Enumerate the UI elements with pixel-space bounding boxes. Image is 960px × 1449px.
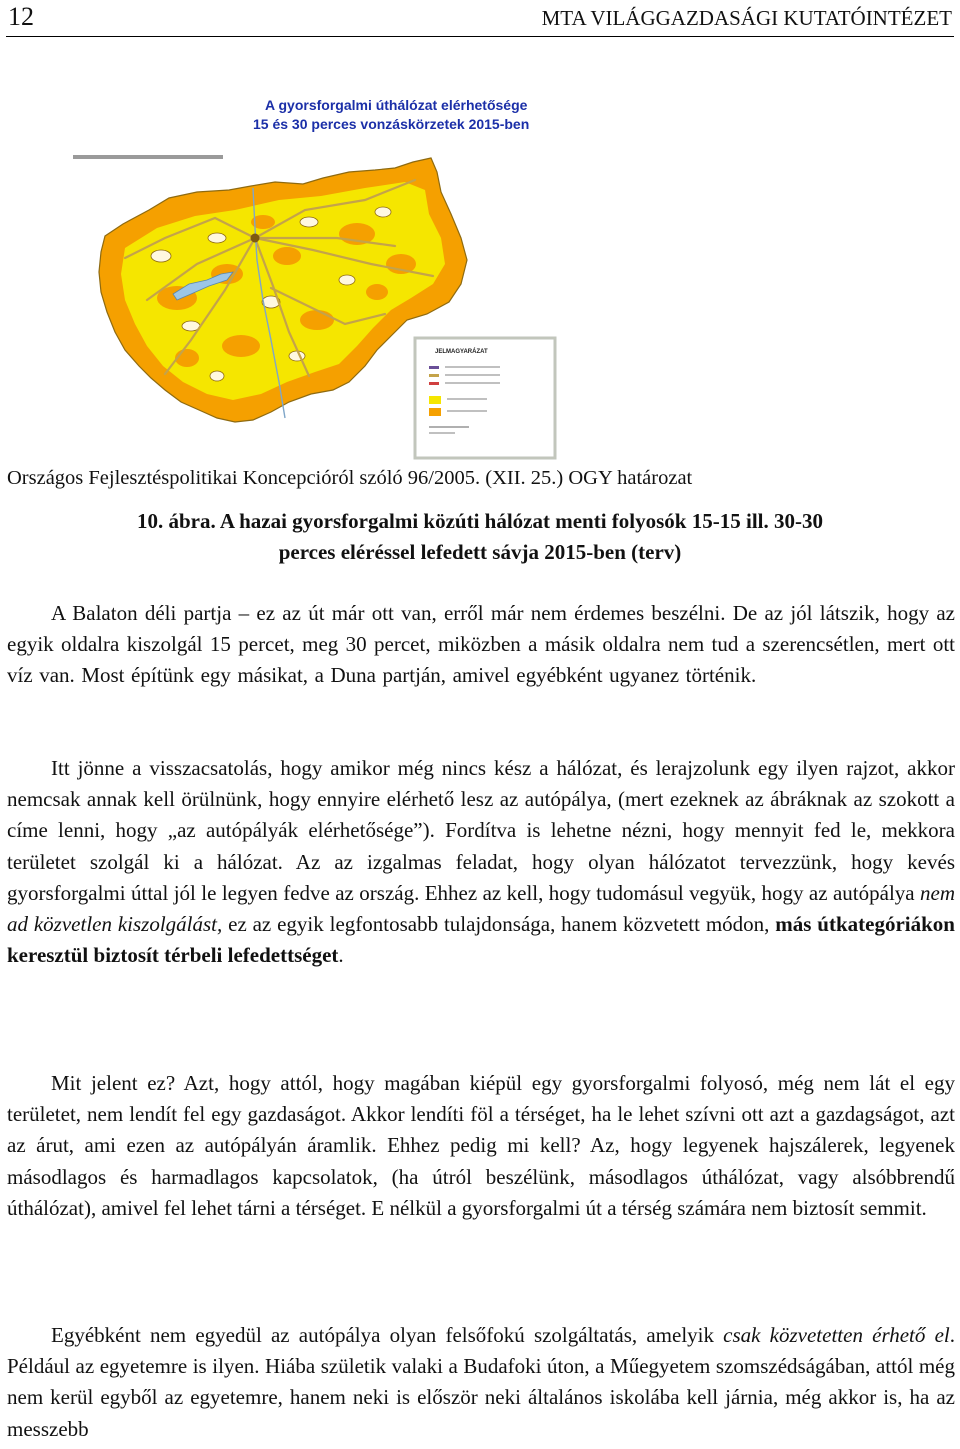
p4-text-1: Egyébként nem egyedül az autópálya olyan felsőfokú szolgáltatás, amelyik bbox=[51, 1323, 724, 1347]
map-legend bbox=[415, 338, 555, 458]
caption-line-2: perces eléréssel lefedett sávja 2015-ben (terv) bbox=[278, 540, 682, 564]
caption-line-1: 10. ábra. A hazai gyorsforgalmi közúti hálózat menti folyosók 15-15 ill. 30-30 bbox=[137, 509, 823, 533]
p2-italic: nem ad közvetlen kiszolgálást, bbox=[7, 880, 955, 937]
figure-caption bbox=[0, 506, 960, 568]
map-title-line-1: A gyorsforgalmi úthálózat elérhetősége bbox=[265, 97, 528, 113]
p4-text-2: . Például az egyetemre is ilyen. Hiába születik valaki a Budafoki úton, a Műegyetem szomszédságában, attól még nem kerül egyből az egyetemre, hanem neki is először neki általános iskolába kell járnia, még akkor is, ha az messzebb bbox=[7, 1323, 955, 1441]
p2-bold: más útkategóriákon keresztül biztosít térbeli lefedettséget bbox=[7, 912, 955, 968]
running-header bbox=[6, 2, 954, 37]
paragraph-1: A Balaton déli partja – ez az út már ott van, erről már nem érdemes beszélni. De az jól látszik, hogy az egyik oldalra kiszolgál 15 percet, meg 30 percet, miközben a másik oldalra nem tud a szerencsétlen, mert ott víz van. Most építünk egy másikat, a Duna partján, amivel egyébként ugyanez történik. bbox=[7, 601, 955, 688]
running-title: MTA VILÁGGAZDASÁGI KUTATÓINTÉZET bbox=[541, 6, 952, 30]
legend-title: JELMAGYARÁZAT bbox=[435, 349, 488, 355]
p2-text-2: ez az egyik legfontosabb tulajdonsága, hanem közvetett módon, bbox=[222, 912, 776, 937]
paragraph-4 bbox=[7, 1320, 955, 1445]
p2-text-3: . bbox=[338, 943, 344, 968]
hungary-map bbox=[99, 158, 467, 422]
map-title-line-2: 15 és 30 perces vonzáskörzetek 2015-ben bbox=[253, 116, 530, 132]
figure-map bbox=[65, 88, 560, 460]
paragraph-3: Mit jelent ez? Azt, hogy attól, hogy magában kiépül egy gyorsforgalmi folyosó, még nem lát el egy területet, nem lendít fel egy gazdaságot. Akkor lendíti föl a térséget, ha le lehet szívni ott azt a gazdagságot, azt az árut, ami ezen az autópályán áramlik. Ehhez pedig mi kell? Az, hogy legyenek hajszálerek, legyenek másodlagos és harmadlagos kapcsolatok, (ha útról beszélünk, másodlagos úthálózat, vagy alsóbbrendű úthálózat), amivel fel lehet tárni a térséget. E nélkül a gyorsforgalmi út a térség számára nem biztosít semmit. bbox=[7, 1071, 955, 1220]
paragraph-2 bbox=[7, 753, 955, 971]
page-number: 12 bbox=[8, 2, 34, 31]
p4-italic: csak közvetetten érhető el bbox=[723, 1323, 950, 1347]
p2-text-1: Itt jönne a visszacsatolás, hogy amikor még nincs kész a hálózat, és lerajzolunk egy ilyen rajzot, akkor nemcsak annak kell örülnünk, hogy ennyire elérhető lesz az autópálya, (mert ezeknek az ábráknak az szokott a címe lenni, hogy „az autópályák elérhetősége”). Fordítva is lehetne nézni, hogy mennyit fed le, mekkora területet szolgál ki a hálózat. Az az izgalmas feladat, hogy olyan hálózatot tervezzünk, hogy kevés gyorsforgalmi úttal jól le legyen fedve az ország. Ehhez az kell, hogy tudomásul vegyük, hogy az autópálya bbox=[7, 756, 955, 905]
figure-source: Országos Fejlesztéspolitikai Koncepcióról szóló 96/2005. (XII. 25.) OGY határozat bbox=[7, 467, 693, 489]
